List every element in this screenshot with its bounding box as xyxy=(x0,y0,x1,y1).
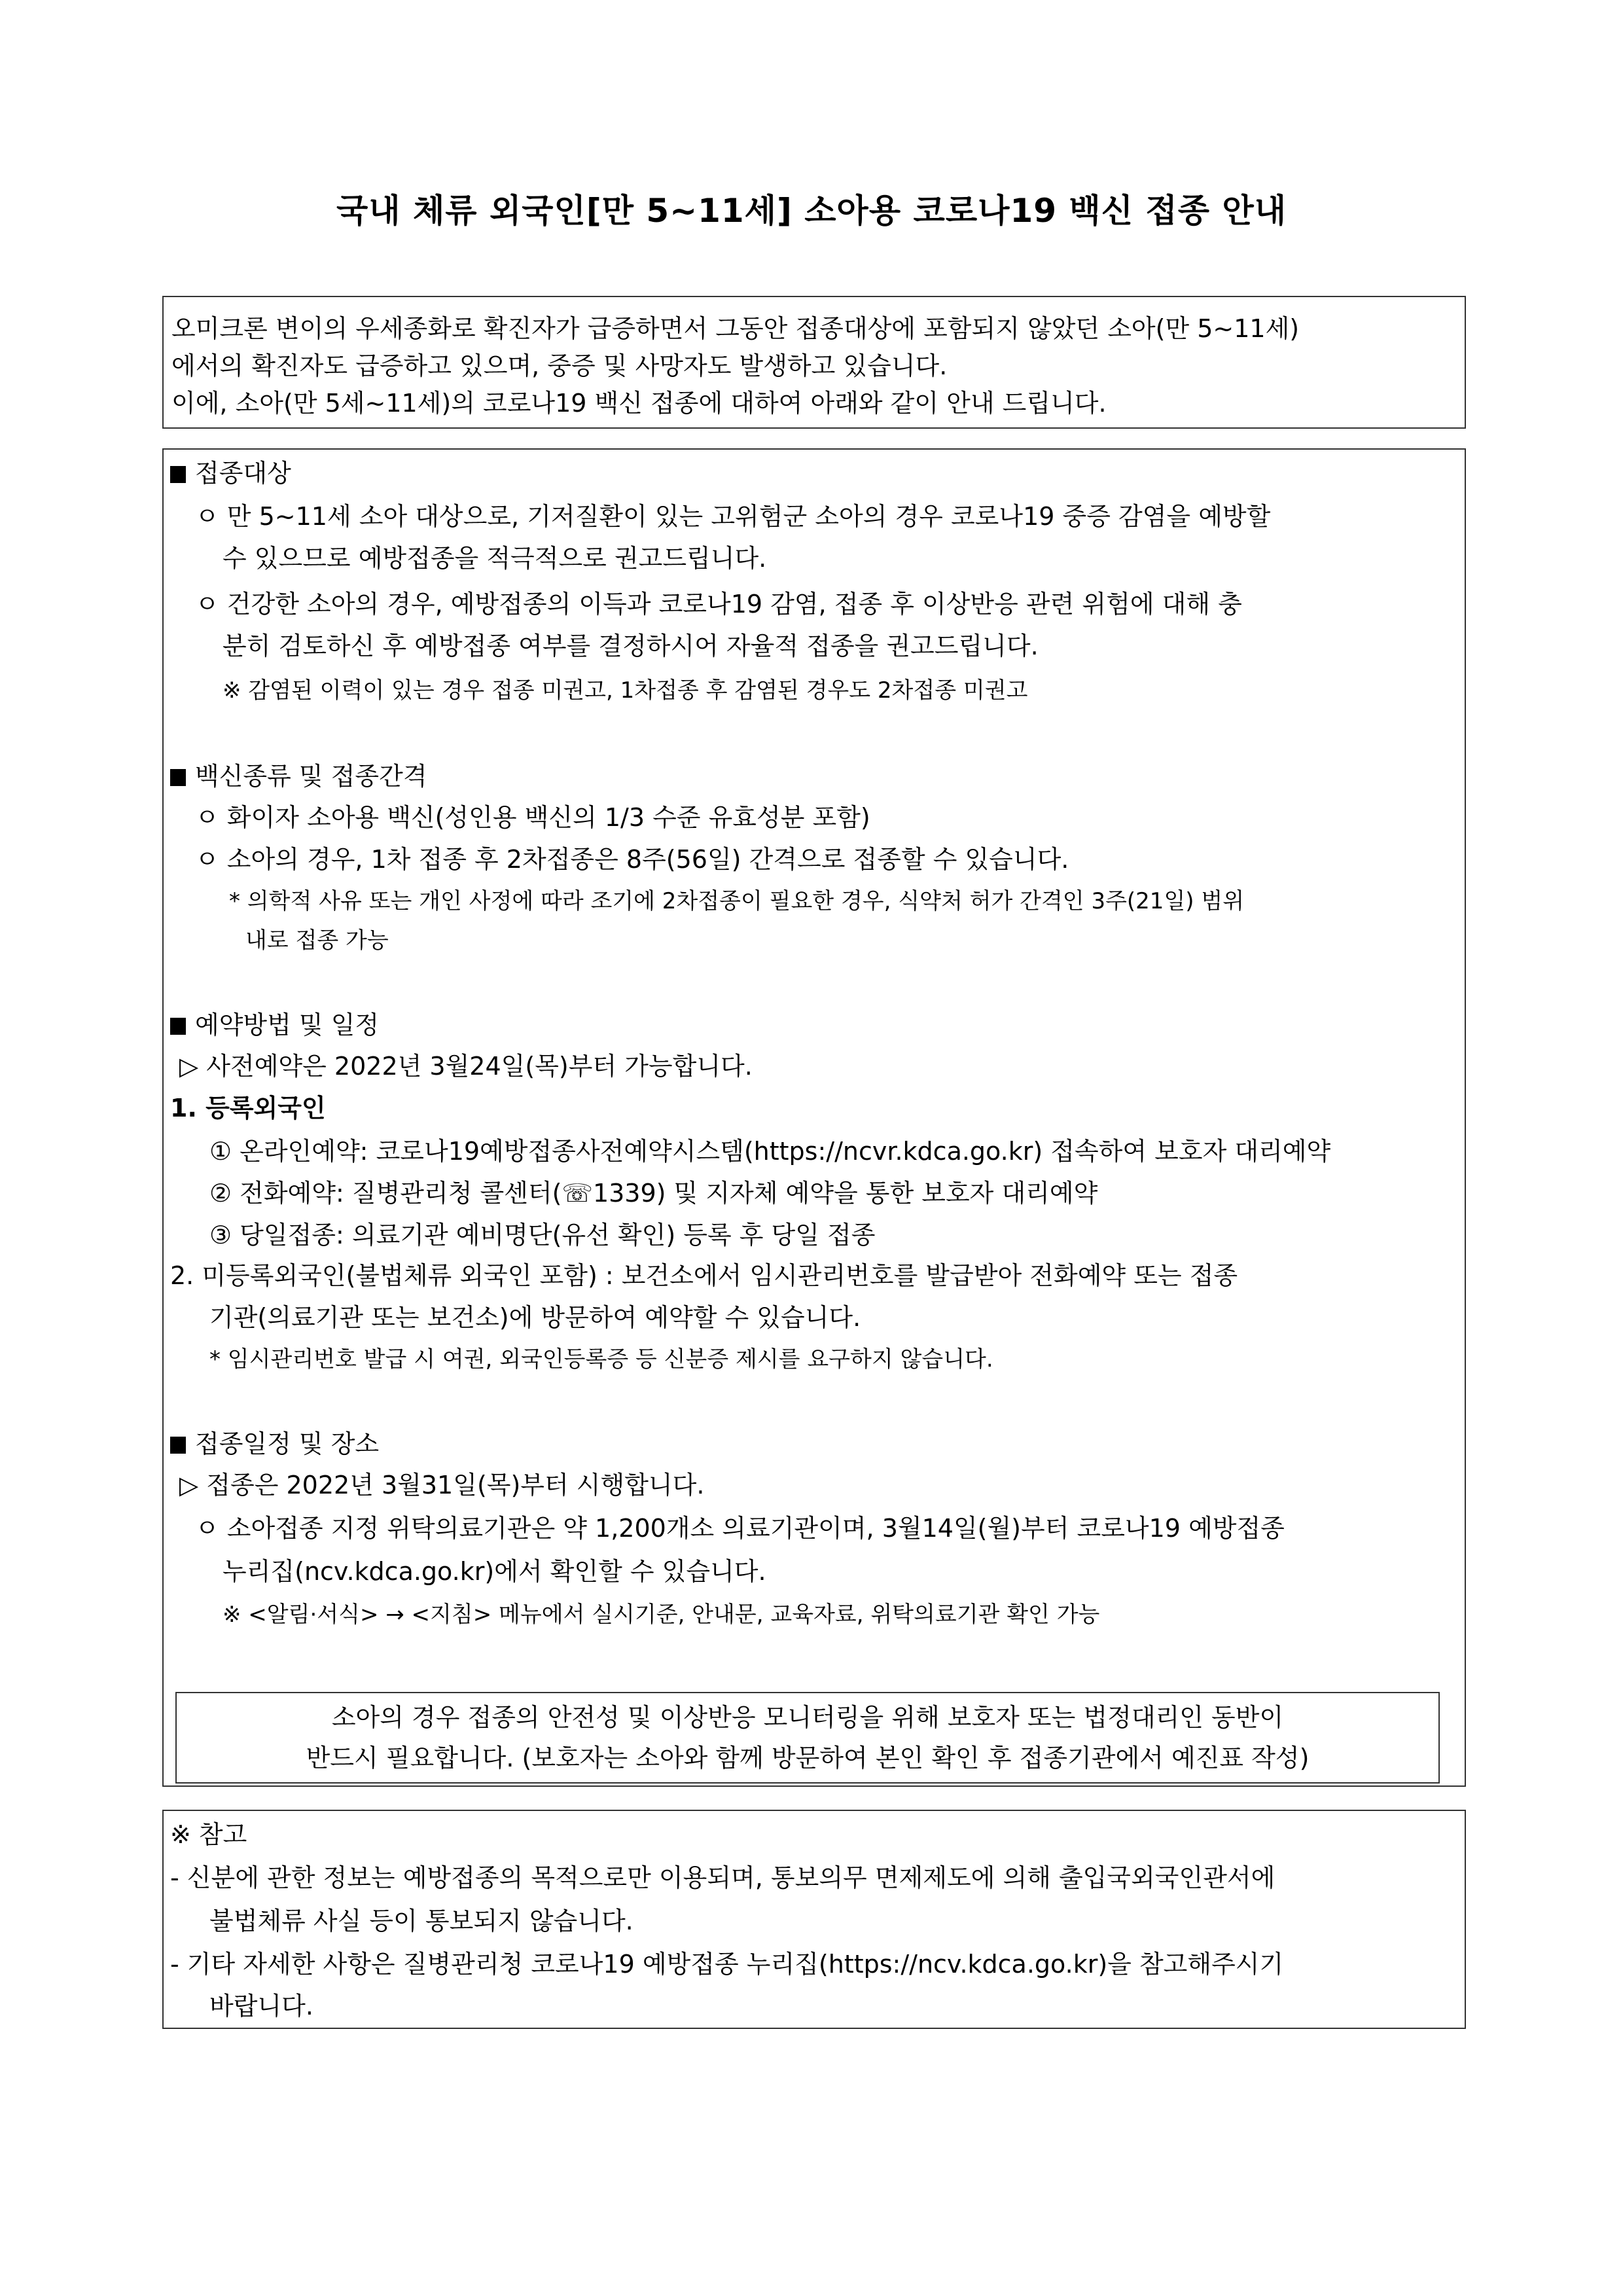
target-bullet-2-line-1: ㅇ 건강한 소아의 경우, 예방접종의 이득과 코로나19 감염, 접종 후 이상반응 관련 위험에 대해 충 xyxy=(195,590,1242,619)
reference-box xyxy=(162,1810,1466,2029)
black-square-icon xyxy=(170,466,186,483)
black-square-icon xyxy=(170,1018,186,1035)
target-bullet-1-line-1: ㅇ 만 5~11세 소아 대상으로, 기저질환이 있는 고위험군 소아의 경우 코로나19 중증 감염을 예방할 xyxy=(195,502,1271,531)
unregistered-note: * 임시관리번호 발급 시 여권, 외국인등록증 등 신분증 제시를 요구하지 않습니다. xyxy=(209,1346,993,1372)
reservation-phone: ② 전화예약: 질병관리청 콜센터(☏1339) 및 지자체 예약을 통한 보호자 대리예약 xyxy=(209,1179,1098,1208)
section-heading-reservation: 예약방법 및 일정 xyxy=(170,1009,379,1041)
reference-item-1-line-1: - 신분에 관한 정보는 예방접종의 목적으로만 이용되며, 통보의무 면제제도에 의해 출입국외국인관서에 xyxy=(170,1863,1275,1892)
reservation-online: ① 온라인예약: 코로나19예방접종사전예약시스템(https://ncvr.kdca.go.kr) 접속하여 보호자 대리예약 xyxy=(209,1137,1331,1166)
reference-item-1-line-2: 불법체류 사실 등이 통보되지 않습니다. xyxy=(209,1907,633,1935)
vaccine-bullet-1: ㅇ 화이자 소아용 백신(성인용 백신의 1/3 수준 유효성분 포함) xyxy=(195,803,870,832)
page-title: 국내 체류 외국인[만 5~11세] 소아용 코로나19 백신 접종 안내 xyxy=(336,192,1287,230)
target-bullet-2-line-2: 분히 검토하신 후 예방접종 여부를 결정하시어 자율적 접종을 권고드립니다. xyxy=(223,632,1039,660)
main-box xyxy=(162,448,1466,1787)
guardian-notice-line-2: 반드시 필요합니다. (보호자는 소아와 함께 방문하여 본인 확인 후 접종기관에서 예진표 작성) xyxy=(306,1744,1310,1772)
black-square-icon xyxy=(170,769,186,786)
target-note: ※ 감염된 이력이 있는 경우 접종 미권고, 1차접종 후 감염된 경우도 2차접종 미권고 xyxy=(223,677,1028,704)
reference-heading: ※ 참고 xyxy=(170,1820,247,1849)
vaccine-note-line-2: 내로 접종 가능 xyxy=(245,927,389,954)
section-heading-schedule: 접종일정 및 장소 xyxy=(170,1428,379,1460)
intro-line-3: 이에, 소아(만 5세~11세)의 코로나19 백신 접종에 대하여 아래와 같이 안내 드립니다. xyxy=(171,389,1107,418)
schedule-start-date: ▷ 접종은 2022년 3월31일(목)부터 시행합니다. xyxy=(179,1471,705,1499)
registered-foreigner-heading: 1. 등록외국인 xyxy=(170,1094,326,1122)
reservation-same-day: ③ 당일접종: 의료기관 예비명단(유선 확인) 등록 후 당일 접종 xyxy=(209,1221,876,1249)
schedule-bullet-line-2: 누리집(ncv.kdca.go.kr)에서 확인할 수 있습니다. xyxy=(223,1557,766,1586)
schedule-bullet-line-1: ㅇ 소아접종 지정 위탁의료기관은 약 1,200개소 의료기관이며, 3월14일(월)부터 코로나19 예방접종 xyxy=(195,1514,1285,1543)
vaccine-note-line-1: * 의학적 사유 또는 개인 사정에 따라 조기에 2차접종이 필요한 경우, 식약처 허가 간격인 3주(21일) 범위 xyxy=(229,888,1245,914)
black-square-icon xyxy=(170,1437,186,1454)
guardian-notice-box xyxy=(175,1692,1440,1784)
target-bullet-1-line-2: 수 있으므로 예방접종을 적극적으로 권고드립니다. xyxy=(223,544,767,573)
intro-line-2: 에서의 확진자도 급증하고 있으며, 중증 및 사망자도 발생하고 있습니다. xyxy=(171,351,948,380)
section-heading-target: 접종대상 xyxy=(170,457,291,489)
vaccine-bullet-2: ㅇ 소아의 경우, 1차 접종 후 2차접종은 8주(56일) 간격으로 접종할 수 있습니다. xyxy=(195,845,1069,874)
intro-box xyxy=(162,296,1466,429)
section-heading-vaccine: 백신종류 및 접종간격 xyxy=(170,761,427,792)
schedule-note: ※ <알림·서식> → <지침> 메뉴에서 실시기준, 안내문, 교육자료, 위탁의료기관 확인 가능 xyxy=(223,1602,1100,1628)
reference-item-2-line-2: 바랍니다. xyxy=(209,1992,313,2020)
reference-item-2-line-1: - 기타 자세한 사항은 질병관리청 코로나19 예방접종 누리집(https://ncv.kdca.go.kr)을 참고해주시기 xyxy=(170,1950,1284,1979)
unregistered-line-2: 기관(의료기관 또는 보건소)에 방문하여 예약할 수 있습니다. xyxy=(209,1303,861,1332)
guardian-notice-line-1: 소아의 경우 접종의 안전성 및 이상반응 모니터링을 위해 보호자 또는 법정대리인 동반이 xyxy=(331,1703,1284,1732)
unregistered-line-1: 2. 미등록외국인(불법체류 외국인 포함) : 보건소에서 임시관리번호를 발급받아 전화예약 또는 접종 xyxy=(170,1261,1238,1290)
intro-line-1: 오미크론 변이의 우세종화로 확진자가 급증하면서 그동안 접종대상에 포함되지 않았던 소아(만 5~11세) xyxy=(171,314,1300,343)
pre-reservation-date: ▷ 사전예약은 2022년 3월24일(목)부터 가능합니다. xyxy=(179,1052,753,1081)
